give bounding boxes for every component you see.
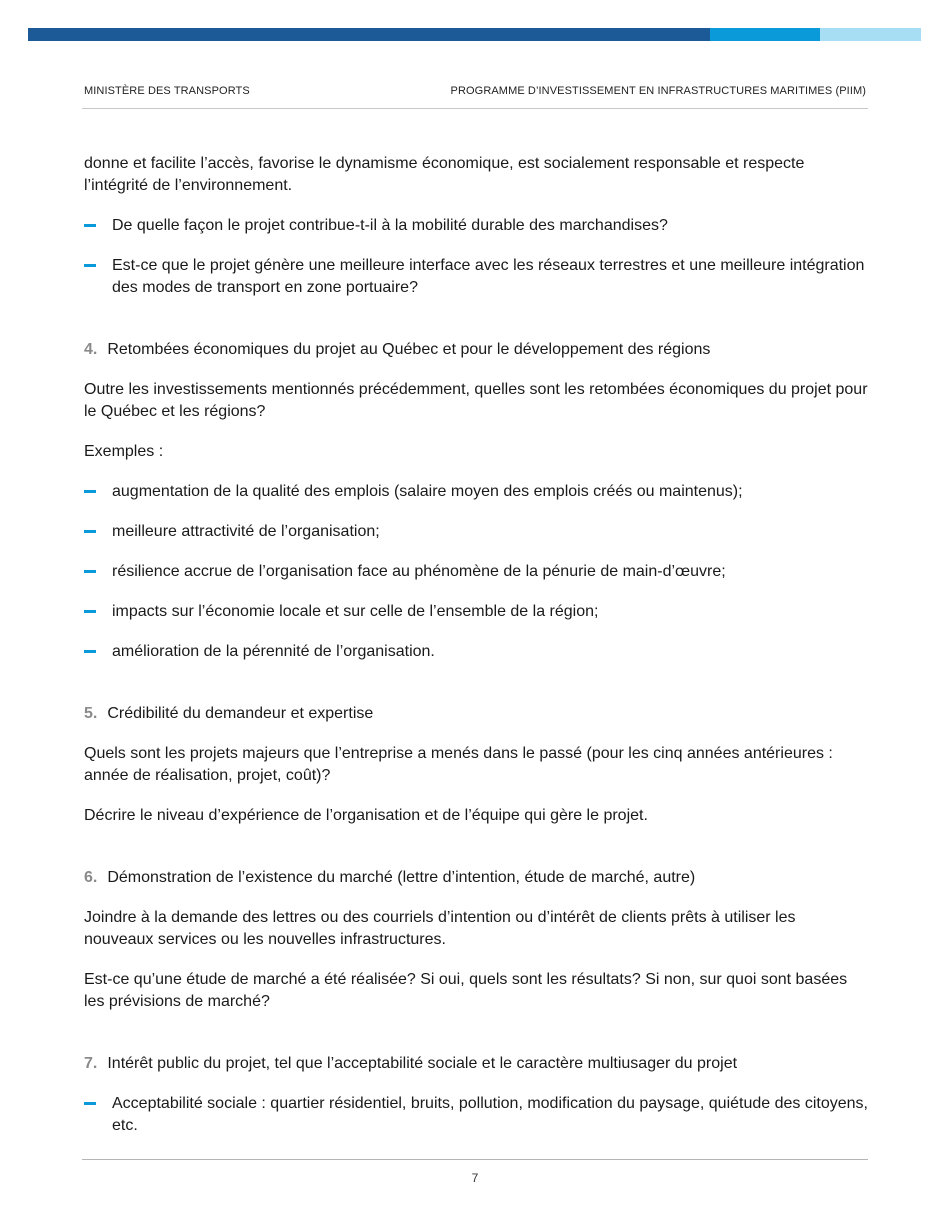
section-4-heading — [84, 339, 869, 361]
section-5-paragraph: Quels sont les projets majeurs que l’entreprise a menés dans le passé (pour les cinq années antérieures : année de réalisation, projet, coût)? — [84, 745, 833, 784]
list-item: Est-ce que le projet génère une meilleure interface avec les réseaux terrestres et une meilleure intégration des modes de transport en zone portuaire? — [84, 255, 869, 299]
section-number: 5. — [84, 705, 98, 722]
header-ministry: MINISTÈRE DES TRANSPORTS — [84, 85, 250, 97]
section-title: Crédibilité du demandeur et expertise — [107, 705, 374, 722]
section-5-heading — [84, 703, 869, 725]
section-7-heading — [84, 1053, 869, 1075]
section-5-paragraph: Décrire le niveau d’expérience de l’organisation et de l’équipe qui gère le projet. — [84, 807, 648, 824]
document-body — [84, 153, 869, 1155]
list-item: Acceptabilité sociale : quartier résidentiel, bruits, pollution, modification du paysage, quiétude des citoyens, etc. — [84, 1093, 869, 1137]
dash-bullet-icon — [84, 610, 96, 613]
list-item: De quelle façon le projet contribue-t-il à la mobilité durable des marchandises? — [84, 215, 869, 237]
section-number: 6. — [84, 869, 98, 886]
page-header — [84, 85, 866, 97]
intro-paragraph: donne et facilite l’accès, favorise le dynamisme économique, est socialement responsable et respecte l’intégrité de l’environnement. — [84, 155, 805, 194]
section-number: 7. — [84, 1055, 98, 1072]
header-divider — [82, 108, 868, 109]
section-6-paragraph: Est-ce qu’une étude de marché a été réalisée? Si oui, quels sont les résultats? Si non, sur quoi sont basées les prévisions de marché? — [84, 971, 848, 1010]
section-title: Intérêt public du projet, tel que l’acceptabilité sociale et le caractère multiusager du projet — [107, 1055, 738, 1072]
list-item: augmentation de la qualité des emplois (salaire moyen des emplois créés ou maintenus); — [84, 481, 869, 503]
list-item: amélioration de la pérennité de l’organisation. — [84, 641, 869, 663]
section-6-paragraph: Joindre à la demande des lettres ou des courriels d’intention ou d’intérêt de clients prêts à utiliser les nouveaux services ou les nouvelles infrastructures. — [84, 909, 796, 948]
list-item: meilleure attractivité de l’organisation; — [84, 521, 869, 543]
dash-bullet-icon — [84, 530, 96, 533]
dash-bullet-icon — [84, 224, 96, 227]
section-4-paragraph: Outre les investissements mentionnés précédemment, quelles sont les retombées économiques du projet pour le Québec et les régions? — [84, 381, 868, 420]
top-color-bar-mid — [710, 28, 820, 41]
section-number: 4. — [84, 341, 98, 358]
section-title: Retombées économiques du projet au Québec et pour le développement des régions — [107, 341, 711, 358]
top-color-bar-dark — [28, 28, 710, 41]
examples-label: Exemples : — [84, 443, 164, 460]
dash-bullet-icon — [84, 650, 96, 653]
dash-bullet-icon — [84, 490, 96, 493]
top-color-bar-light — [820, 28, 921, 41]
dash-bullet-icon — [84, 1102, 96, 1105]
header-program: PROGRAMME D’INVESTISSEMENT EN INFRASTRUCTURES MARITIMES (PIIM) — [450, 85, 866, 97]
page-number: 7 — [471, 1171, 479, 1185]
section-title: Démonstration de l’existence du marché (lettre d’intention, étude de marché, autre) — [107, 869, 696, 886]
section-6-heading — [84, 867, 869, 889]
dash-bullet-icon — [84, 570, 96, 573]
list-item: impacts sur l’économie locale et sur celle de l’ensemble de la région; — [84, 601, 869, 623]
dash-bullet-icon — [84, 264, 96, 267]
list-item: résilience accrue de l’organisation face au phénomène de la pénurie de main-d’œuvre; — [84, 561, 869, 583]
footer-divider — [82, 1159, 868, 1160]
